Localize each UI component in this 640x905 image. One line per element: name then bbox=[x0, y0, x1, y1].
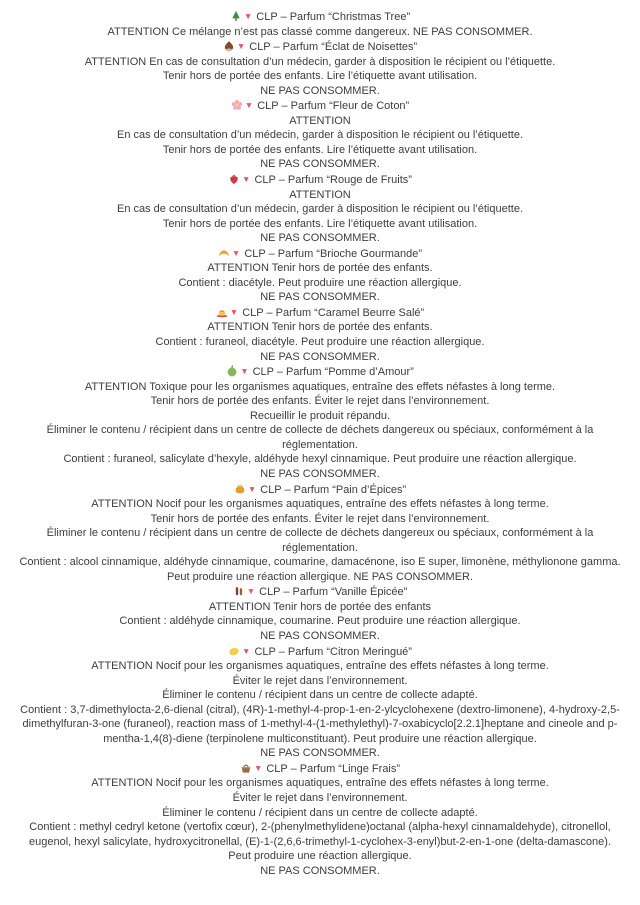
section-line: Contient : furaneol, diacétyle. Peut produire une réaction allergique. bbox=[155, 336, 485, 349]
clp-section-green-apple bbox=[8, 364, 632, 481]
section-line: Tenir hors de portée des enfants. Lire l’étiquette avant utilisation. bbox=[162, 143, 478, 156]
section-line: Tenir hors de portée des enfants. Lire l’étiquette avant utilisation. bbox=[162, 217, 478, 230]
christmas-tree-icon bbox=[230, 10, 242, 22]
section-title bbox=[8, 305, 632, 321]
section-title-text: CLP – Parfum “Pomme d’Amour” bbox=[252, 366, 414, 379]
chestnut-icon bbox=[223, 40, 235, 52]
section-title-text: CLP – Parfum “Rouge de Fruits” bbox=[254, 174, 412, 187]
section-line: ATTENTION Nocif pour les organismes aquatiques, entraîne des effets néfastes à long terme. bbox=[91, 660, 549, 673]
section-line: Peut produire une réaction allergique. bbox=[228, 850, 412, 863]
red-triangle-icon: ▼ bbox=[243, 11, 253, 21]
green-apple-icon bbox=[226, 365, 238, 377]
red-triangle-icon: ▼ bbox=[253, 762, 263, 773]
section-line: ATTENTION Ce mélange n’est pas classé comme dangereux. NE PAS CONSOMMER. bbox=[107, 25, 533, 38]
section-title-text: CLP – Parfum “Vanille Épicée” bbox=[259, 586, 408, 599]
section-line: ATTENTION Tenir hors de portée des enfants bbox=[208, 600, 432, 613]
custard-icon bbox=[216, 306, 228, 318]
section-line: Éliminer le contenu / récipient dans un centre de collecte adapté. bbox=[162, 806, 478, 819]
section-title-text: CLP – Parfum “Christmas Tree” bbox=[256, 11, 411, 23]
section-line: Éliminer le contenu / récipient dans un centre de collecte de déchets dangereux ou spéciaux, conformément à la réglementation. bbox=[46, 424, 594, 451]
red-triangle-icon: ▼ bbox=[242, 645, 251, 656]
red-triangle-icon: ▼ bbox=[247, 483, 257, 494]
section-line: NE PAS CONSOMMER. bbox=[260, 84, 380, 97]
clp-section-cherry-blossom bbox=[8, 98, 632, 172]
section-line: Tenir hors de portée des enfants. Éviter le rejet dans l’environnement. bbox=[150, 395, 490, 408]
section-line: Contient : diacétyle. Peut produire une réaction allergique. bbox=[178, 276, 462, 289]
section-line: ATTENTION Toxique pour les organismes aquatiques, entraîne des effets néfastes à long terme. bbox=[84, 380, 556, 393]
section-title bbox=[8, 172, 632, 188]
honey-pot-icon bbox=[234, 483, 246, 495]
clp-section-christmas-tree bbox=[8, 9, 632, 39]
section-line: Tenir hors de portée des enfants. Lire l’étiquette avant utilisation. bbox=[162, 70, 478, 83]
section-line: NE PAS CONSOMMER. bbox=[260, 467, 380, 480]
red-triangle-icon: ▼ bbox=[246, 586, 256, 597]
section-title bbox=[8, 9, 632, 25]
section-title-text: CLP – Parfum “Pain d’Épices” bbox=[260, 483, 407, 496]
section-line: NE PAS CONSOMMER. bbox=[260, 747, 380, 760]
section-title-text: CLP – Parfum “Caramel Beurre Salé” bbox=[242, 306, 425, 319]
section-title bbox=[8, 98, 632, 114]
section-line: Contient : 3,7-dimethylocta-2,6-dienal (citral), (4R)-1-methyl-4-prop-1-en-2-ylcyclohexene (dextro-limonene), 4-hydroxy-2,5-dimethylfuran-3-one (furaneol), reaction mass of 1-methyl-4-(1-methylethyl)-7-oxabicyclo[2.2.1]heptane and cineole and p-mentha-1,4(8)-diene (terpinolene multiconstituant). Peut produire une réaction allergique. bbox=[20, 703, 620, 745]
red-triangle-icon: ▼ bbox=[244, 100, 254, 111]
section-line: ATTENTION Tenir hors de portée des enfants. bbox=[207, 321, 433, 334]
section-title bbox=[8, 364, 632, 380]
section-line: NE PAS CONSOMMER. bbox=[260, 232, 380, 245]
clp-section-basket bbox=[8, 761, 632, 878]
clp-section-custard bbox=[8, 305, 632, 364]
section-title bbox=[8, 584, 632, 600]
lemon-icon bbox=[228, 645, 240, 657]
section-title bbox=[8, 761, 632, 777]
clp-section-vanilla-beans bbox=[8, 584, 632, 643]
section-line: NE PAS CONSOMMER. bbox=[260, 158, 380, 171]
red-triangle-icon: ▼ bbox=[229, 306, 239, 317]
section-title bbox=[8, 39, 632, 55]
red-triangle-icon: ▼ bbox=[236, 41, 246, 52]
cherry-blossom-icon bbox=[231, 99, 243, 111]
vanilla-beans-icon bbox=[233, 585, 245, 597]
section-title-text: CLP – Parfum “Citron Meringué” bbox=[254, 645, 412, 658]
section-line: ATTENTION bbox=[289, 188, 351, 201]
section-line: Éliminer le contenu / récipient dans un centre de collecte adapté. bbox=[162, 689, 478, 702]
strawberry-icon bbox=[228, 173, 240, 185]
section-line: En cas de consultation d’un médecin, garder à disposition le récipient ou l’étiquette. bbox=[116, 203, 524, 216]
section-line: Contient : furaneol, salicylate d’hexyle, aldéhyde hexyl cinnamique. Peut produire une réaction allergique. bbox=[63, 453, 577, 466]
red-triangle-icon: ▼ bbox=[242, 174, 251, 185]
section-line: ATTENTION Nocif pour les organismes aquatiques, entraîne des effets néfastes à long terme. bbox=[91, 777, 549, 790]
section-line: Éviter le rejet dans l’environnement. bbox=[232, 791, 408, 804]
section-title-text: CLP – Parfum “Brioche Gourmande” bbox=[244, 247, 423, 260]
section-line: ATTENTION Tenir hors de portée des enfants. bbox=[207, 262, 433, 275]
section-title bbox=[8, 644, 632, 660]
section-line: Contient : methyl cedryl ketone (vertofix cœur), 2-(phenylmethylidene)octanal (alpha-hexyl cinnamaldehyde), citronellol, eugenol, hexyl salicylate, hydroxycitronellal, (E)-1-(2,6,6-trimethyl-1-cyclohex-3-enyl)but-2-en-1-one (delta-damascone). bbox=[28, 821, 612, 848]
section-line: ATTENTION bbox=[289, 114, 351, 127]
clp-section-croissant bbox=[8, 246, 632, 305]
section-line: ATTENTION Nocif pour les organismes aquatiques, entraîne des effets néfastes à long terme. bbox=[91, 498, 549, 511]
section-line: Éliminer le contenu / récipient dans un centre de collecte de déchets dangereux ou spéciaux, conformément à la réglementation. bbox=[46, 527, 594, 554]
clp-section-strawberry bbox=[8, 172, 632, 246]
clp-section-honey-pot bbox=[8, 482, 632, 585]
section-line: NE PAS CONSOMMER. bbox=[260, 864, 380, 877]
section-line: ATTENTION En cas de consultation d’un médecin, garder à disposition le récipient ou l’étiquette. bbox=[84, 55, 556, 68]
section-line: Contient : aldéhyde cinnamique, coumarine. Peut produire une réaction allergique. bbox=[119, 615, 521, 628]
section-line: Éviter le rejet dans l’environnement. bbox=[232, 674, 408, 687]
basket-icon bbox=[240, 762, 252, 774]
croissant-icon bbox=[218, 247, 230, 259]
section-title-text: CLP – Parfum “Linge Frais” bbox=[266, 762, 401, 775]
section-title-text: CLP – Parfum “Fleur de Coton” bbox=[257, 100, 410, 113]
section-title bbox=[8, 246, 632, 262]
section-line: Recueillir le produit répandu. bbox=[249, 409, 391, 422]
section-line: NE PAS CONSOMMER. bbox=[260, 291, 380, 304]
red-triangle-icon: ▼ bbox=[231, 247, 241, 258]
section-line: Tenir hors de portée des enfants. Éviter le rejet dans l’environnement. bbox=[150, 512, 490, 525]
section-line: En cas de consultation d’un médecin, garder à disposition le récipient ou l’étiquette. bbox=[116, 129, 524, 142]
section-line: Contient : alcool cinnamique, aldéhyde cinnamique, coumarine, damacénone, iso E super, limonène, méthylionone gamma. Peut produire une réaction allergique. NE PAS CONSOMMER. bbox=[19, 556, 621, 583]
section-line: NE PAS CONSOMMER. bbox=[260, 629, 380, 642]
section-line: NE PAS CONSOMMER. bbox=[260, 350, 380, 363]
clp-section-lemon bbox=[8, 644, 632, 761]
clp-section-chestnut bbox=[8, 39, 632, 98]
section-title bbox=[8, 482, 632, 498]
red-triangle-icon: ▼ bbox=[240, 366, 249, 377]
section-title-text: CLP – Parfum “Éclat de Noisettes” bbox=[249, 41, 418, 54]
